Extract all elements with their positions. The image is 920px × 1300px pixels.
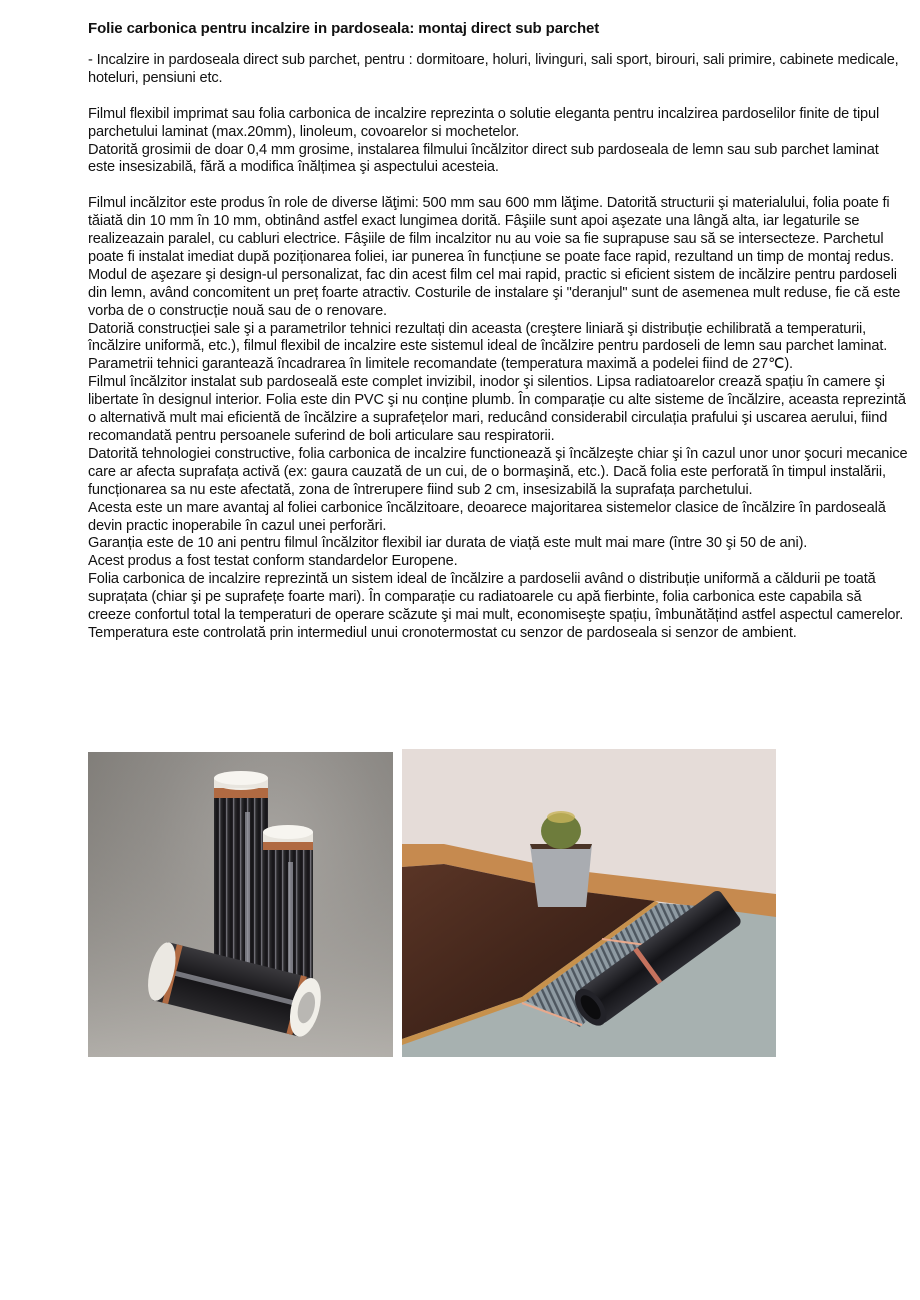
film-rolls-illustration (88, 752, 393, 1057)
paragraph-summary: Folia carbonica de incalzire reprezintă un sistem ideal de încălzire a pardoselii având o distribuție uniformă a căldurii pe toată suprațata (chiar şi pe suprafețe foarte mari). În comparație cu radiatoarele cu apă fierbinte, folia carbonica este capabila să creeze confortul total la temperaturi de operare scăzute şi mai mult, economiseşte spațiu, îmbunătățind astfel aspectul camerelor. Temperatura este controlată prin intermediul unui cronotermostat cu senzor de pardoseala si senzor de ambient. (88, 571, 904, 641)
paragraph-invisible: Filmul încălzitor instalat sub pardoseală este complet invizibil, inodor şi silentios. Lipsa radiatoarelor crează spațiu în camere şi libertate în designul interior. Folia este din PVC şi nu conține plumb. În comparație cu alte sisteme de încălzire, aceasta reprezintă o alternativă mult mai eficientă de încălzire a suprafețelor mari, reducând considerabil circulația prafului şi uscarea aerului, fiind recomandată pentru persoanele suferind de boli articulare sau respiratorii. (88, 374, 906, 444)
carbon-heating-film-rolls-photo (88, 752, 393, 1057)
paragraph-thickness: Datorită grosimii de doar 0,4 mm grosime, instalarea filmului încălzitor direct sub pardoseala de lemn sau sub parchet laminat este insesizabilă, fără a modifica înălțimea şi aspectului acesteia. (88, 141, 879, 176)
intro-usage-list: - Incalzire in pardoseala direct sub parchet, pentru : dormitoare, holuri, livinguri, sali sport, birouri, sali primire, cabinete medicale, hoteluri, pensiuni etc. (88, 52, 899, 86)
paragraph-technology: Datorită tehnologiei constructive, folia carbonica de incalzire functionează şi încălzeşte chiar şi în cazul unor unor şocuri mecanice care ar afecta suprafața activă (ex: gaura cauzată de un cui, de o bormaşină, etc.). Dacă folia este perforată în timpul instalării, funcționarea sa nu este afectată, zona de întrerupere fiind sub 2 cm, insesizabilă la suprafața parchetului. (88, 445, 908, 498)
installation-illustration (402, 749, 776, 1057)
paragraph-production: Filmul incălzitor este produs în role de diverse lăţimi: 500 mm sau 600 mm lăţime. Datorită structurii şi materialului, folia poate fi tăiată din 10 mm în 10 mm, obtinând astfel exact lungimea dorită. Fâşiile sunt apoi aşezate una lângă alta, iar legaturile se realizeazain paralel, cu cabluri electrice. Fâşiile de film incalzitor nu au voie sa fie suprapuse sau să se intersecteze. Parchetul poate fi instalat imediat după poziționarea foliei, iar punerea în funcțiune se poate face rapid, rezultand un timp de montaj redus. Modul de aşezare şi design-ul personalizat, fac din acest film cel mai rapid, practic si eficient sistem de incălzire pentru pardoseli din lemn, având concomitent un preț foarte atractiv. Costurile de instalare şi "deranjul" sunt de asemenea mult reduse, fie că este vorba de o construcție nouă sau de o renovare. (88, 195, 901, 319)
document-body (88, 20, 908, 643)
paragraph-warranty: Garanția este de 10 ani pentru filmul încălzitor flexibil iar durata de viață este mult mai mare (între 30 şi 50 de ani). (88, 535, 808, 552)
paragraph-standards: Acest produs a fost testat conform standardelor Europene. (88, 553, 458, 570)
paragraph-advantage: Acesta este un mare avantaj al foliei carbonice încălzitoare, deoarece majoritarea sistemelor clasice de încălzire în pardoseală devin practic inoperabile în cazul unei perforări. (88, 499, 886, 534)
spacer (88, 177, 908, 195)
paragraph-construction: Datoriă construcției sale şi a parametrilor tehnici rezultați din aceasta (creştere liniară şi distribuție echilibrată a temperaturii, încălzire uniformă, etc.), filmul flexibil de incalzire este sistemul ideal de încălzire pentru pardoseli de lemn sau parchet laminat. Parametrii tehnici garantează încadrarea în limitele recomandate (temperatura maximă a podelei fiind de 27℃). (88, 320, 888, 373)
film-installed-under-parquet-photo (402, 749, 776, 1057)
spacer (88, 88, 908, 106)
document-title: Folie carbonica pentru incalzire in pardoseala: montaj direct sub parchet (88, 20, 600, 37)
paragraph-description: Filmul flexibil imprimat sau folia carbonica de incalzire reprezinta o solutie eleganta pentru incalzirea pardoselilor finite de tipul parchetului laminat (max.20mm), linoleum, covoarelor si mochetelor. (88, 105, 880, 140)
